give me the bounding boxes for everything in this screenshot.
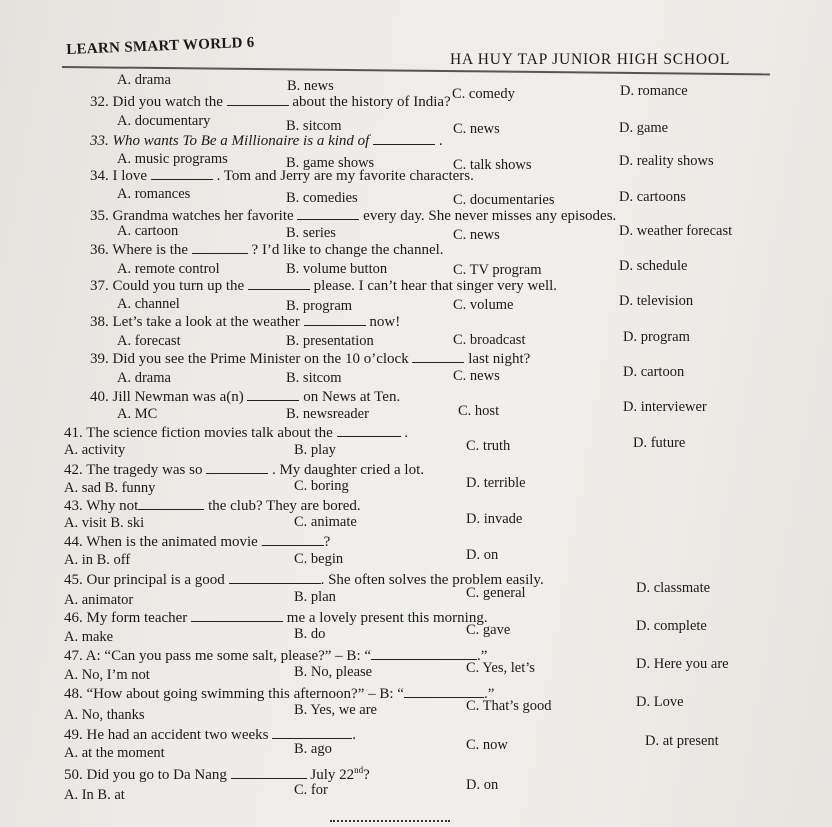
option-48-c: C. That’s good: [466, 698, 552, 714]
option-48-a: A. No, thanks: [64, 707, 145, 723]
option-42-d: D. terrible: [466, 475, 526, 491]
option-34-c: C. documentaries: [453, 192, 555, 208]
school-name: HA HUY TAP JUNIOR HIGH SCHOOL: [450, 51, 731, 68]
option-40-b: B. newsreader: [286, 406, 369, 422]
answer-blank[interactable]: [404, 685, 484, 698]
option-35-c: C. news: [453, 227, 500, 243]
answer-blank[interactable]: [272, 726, 352, 739]
option-49-d: D. at present: [645, 733, 719, 749]
option-48-d: D. Love: [636, 694, 684, 710]
option-37-b: B. program: [286, 298, 353, 314]
option-48-b: B. Yes, we are: [294, 702, 377, 718]
option-34-b: B. comedies: [286, 190, 358, 206]
option-50-ab: A. In B. at: [64, 787, 125, 803]
option-50-c: C. for: [294, 782, 328, 798]
option-35-a: A. cartoon: [117, 223, 179, 239]
option-42-c: C. boring: [294, 478, 349, 494]
option-40-c: C. host: [458, 403, 500, 419]
option-32-b: B. sitcom: [286, 118, 342, 134]
option-47-a: A. No, I’m not: [64, 667, 150, 683]
answer-blank[interactable]: [337, 424, 401, 437]
question-35: 35. Grandma watches her favorite every day. She never misses any episodes.: [90, 208, 617, 224]
option-33-c: C. talk shows: [453, 157, 532, 173]
answer-blank[interactable]: [191, 609, 283, 622]
option-prev-b: B. news: [287, 78, 334, 94]
answer-blank[interactable]: [412, 350, 464, 363]
option-40-a: A. MC: [117, 406, 158, 422]
option-49-a: A. at the moment: [64, 745, 165, 761]
option-43-ab: A. visit B. ski: [64, 515, 145, 531]
option-35-d: D. weather forecast: [619, 223, 733, 239]
answer-blank[interactable]: [262, 533, 324, 546]
option-45-a: A. animator: [64, 592, 134, 608]
answer-blank[interactable]: [231, 766, 307, 779]
option-prev-a: A. drama: [117, 72, 171, 88]
option-37-d: D. television: [619, 293, 694, 309]
question-46: 46. My form teacher me a lovely present this morning.: [64, 610, 488, 626]
answer-blank[interactable]: [373, 132, 435, 145]
option-38-c: C. broadcast: [453, 332, 526, 348]
option-43-c: C. animate: [294, 514, 357, 530]
question-32: 32. Did you watch the about the history of India?: [90, 94, 451, 110]
option-41-a: A. activity: [64, 442, 126, 458]
question-41: 41. The science fiction movies talk about the .: [64, 425, 409, 441]
option-41-c: C. truth: [466, 438, 511, 454]
option-40-d: D. interviewer: [623, 399, 707, 415]
option-47-d: D. Here you are: [636, 656, 729, 672]
course-title: LEARN SMART WORLD 6: [66, 34, 255, 58]
option-36-b: B. volume button: [286, 261, 388, 277]
question-47: 47. A: “Can you pass me some salt, please?” – B: “ .”: [64, 648, 488, 664]
option-46-d: D. complete: [636, 618, 707, 634]
option-50-d: D. on: [466, 777, 499, 793]
option-45-b: B. plan: [294, 589, 336, 605]
answer-blank[interactable]: [297, 207, 359, 220]
question-38: 38. Let’s take a look at the weather now!: [90, 314, 401, 330]
answer-blank[interactable]: [138, 497, 204, 510]
answer-blank[interactable]: [192, 241, 248, 254]
question-44: 44. When is the animated movie ?: [64, 534, 331, 550]
option-39-a: A. drama: [117, 370, 171, 386]
option-39-b: B. sitcom: [286, 370, 342, 386]
answer-blank[interactable]: [304, 313, 366, 326]
question-48: 48. “How about going swimming this afternoon?” – B: “ .”: [64, 686, 495, 702]
option-prev-c: C. comedy: [452, 86, 515, 102]
option-39-d: D. cartoon: [623, 364, 685, 380]
question-43: 43. Why not the club? They are bored.: [64, 498, 361, 514]
option-46-c: C. gave: [466, 622, 511, 638]
option-44-d: D. on: [466, 547, 499, 563]
question-37: 37. Could you turn up the please. I can’t hear that singer very well.: [90, 278, 558, 294]
question-49: 49. He had an accident two weeks .: [64, 727, 357, 743]
option-46-b: B. do: [294, 626, 326, 642]
answer-blank[interactable]: [227, 93, 289, 106]
option-47-b: B. No, please: [294, 664, 373, 680]
answer-blank[interactable]: [247, 388, 299, 401]
option-49-c: C. now: [466, 737, 508, 753]
option-34-d: D. cartoons: [619, 189, 686, 205]
answer-blank[interactable]: [371, 647, 477, 660]
option-44-c: C. begin: [294, 551, 344, 567]
option-34-a: A. romances: [117, 186, 191, 202]
question-39: 39. Did you see the Prime Minister on the 10 o’clock last night?: [90, 351, 531, 367]
option-45-c: C. general: [466, 585, 526, 601]
option-37-c: C. volume: [453, 297, 514, 313]
option-32-d: D. game: [619, 120, 669, 136]
answer-blank[interactable]: [151, 167, 213, 180]
question-45: 45. Our principal is a good . She often solves the problem easily.: [64, 572, 544, 588]
question-42: 42. The tragedy was so . My daughter cried a lot.: [64, 462, 424, 478]
option-38-d: D. program: [623, 329, 690, 345]
option-45-d: D. classmate: [636, 580, 711, 596]
option-36-a: A. remote control: [117, 261, 220, 277]
option-49-b: B. ago: [294, 741, 332, 757]
option-39-c: C. news: [453, 368, 500, 384]
option-43-d: D. invade: [466, 511, 523, 527]
answer-blank[interactable]: [206, 461, 268, 474]
question-40: 40. Jill Newman was a(n) on News at Ten.: [90, 389, 401, 405]
option-prev-d: D. romance: [620, 83, 688, 99]
option-33-a: A. music programs: [117, 151, 228, 167]
option-32-c: C. news: [453, 121, 500, 137]
option-33-d: D. reality shows: [619, 153, 714, 169]
answer-blank[interactable]: [229, 571, 321, 584]
option-41-b: B. play: [294, 442, 336, 458]
answer-blank[interactable]: [248, 277, 310, 290]
option-36-d: D. schedule: [619, 258, 688, 274]
question-36: 36. Where is the ? I’d like to change the channel.: [90, 242, 444, 258]
question-33: 33. Who wants To Be a Millionaire is a kind of .: [90, 133, 443, 149]
option-35-b: B. series: [286, 225, 336, 241]
option-42-ab: A. sad B. funny: [64, 480, 156, 496]
option-36-c: C. TV program: [453, 262, 542, 278]
question-50: 50. Did you go to Da Nang July 22nd?: [64, 765, 370, 783]
option-37-a: A. channel: [117, 296, 180, 312]
option-38-b: B. presentation: [286, 333, 374, 349]
option-46-a: A. make: [64, 629, 114, 645]
option-41-d: D. future: [633, 435, 686, 451]
option-38-a: A. forecast: [117, 333, 181, 349]
option-44-ab: A. in B. off: [64, 552, 131, 568]
option-47-c: C. Yes, let’s: [466, 660, 535, 676]
option-32-a: A. documentary: [117, 113, 211, 129]
handwriting-mark: [330, 820, 450, 826]
option-33-b: B. game shows: [286, 155, 375, 171]
question-34: 34. I love . Tom and Jerry are my favorite characters.: [90, 168, 474, 184]
